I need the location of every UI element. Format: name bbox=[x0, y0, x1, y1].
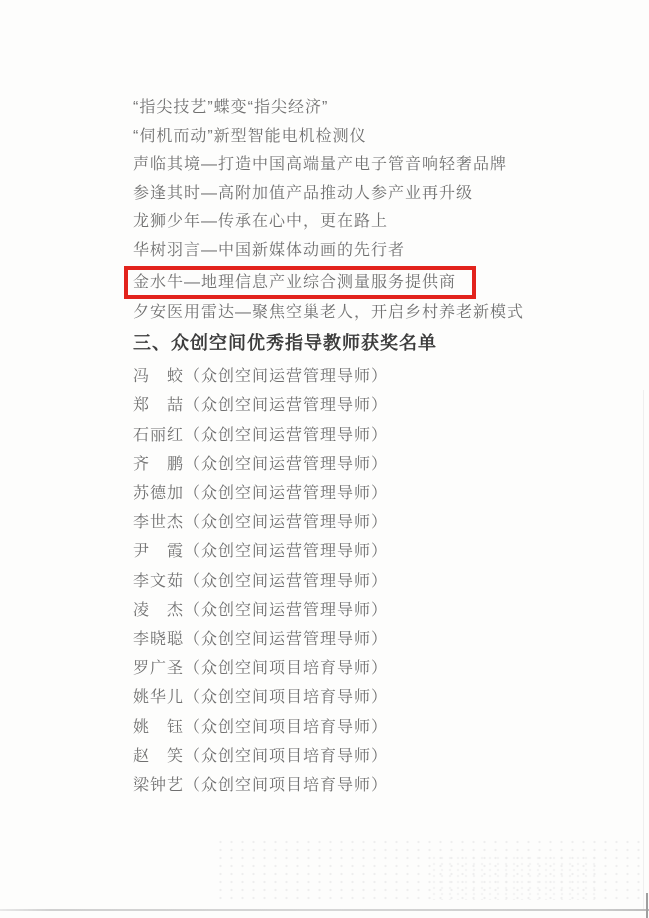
teacher-list-item: 石丽红（众创空间运营管理导师） bbox=[133, 426, 389, 444]
project-text: 声临其境—打造中国高端量产电子管音响轻奢品牌 bbox=[133, 156, 508, 174]
project-list-item bbox=[133, 299, 613, 328]
highlighted-project-text: 金水牛—地理信息产业综合测量服务提供商 bbox=[133, 273, 457, 291]
section-heading: 三、众创空间优秀指导教师获奖名单 bbox=[133, 333, 437, 354]
project-text: “指尖技艺”蝶变“指尖经济” bbox=[133, 99, 329, 116]
teacher-list-item: 姚华儿（众创空间项目培育导师） bbox=[133, 689, 389, 707]
project-list-item bbox=[133, 237, 613, 266]
teacher-list-item: 姚 钰（众创空间项目培育导师） bbox=[133, 718, 389, 736]
project-list-item bbox=[133, 123, 613, 152]
document-content bbox=[133, 94, 613, 800]
teacher-list-item: 凌 杰（众创空间运营管理导师） bbox=[133, 601, 389, 619]
teacher-list-item: 李文茹（众创空间运营管理导师） bbox=[133, 572, 389, 590]
project-list-item bbox=[133, 151, 613, 180]
page-right-edge-faint-line bbox=[643, 390, 644, 910]
project-text: 参逢其时—高附加值产品推动人参产业再升级 bbox=[133, 184, 474, 202]
teacher-list-item: 冯 蛟（众创空间运营管理导师） bbox=[133, 368, 389, 386]
page-bottom-edge-line bbox=[0, 909, 649, 911]
scan-noise-artifact bbox=[430, 855, 600, 900]
project-text: 夕安医用雷达—聚焦空巢老人，开启乡村养老新模式 bbox=[133, 303, 525, 321]
project-list-item-highlighted bbox=[133, 266, 613, 299]
teacher-list-item: 齐 鹏（众创空间运营管理导师） bbox=[133, 455, 389, 473]
project-text: 华树羽言—中国新媒体动画的先行者 bbox=[133, 241, 406, 259]
teacher-list-item: 赵 笑（众创空间项目培育导师） bbox=[133, 747, 389, 765]
highlight-annotation-box bbox=[124, 266, 476, 299]
teacher-list-item: 尹 霞（众创空间运营管理导师） bbox=[133, 543, 389, 561]
project-list-item bbox=[133, 208, 613, 237]
teacher-list-item: 苏德加（众创空间运营管理导师） bbox=[133, 484, 389, 502]
teacher-list-item: 李世杰（众创空间运营管理导师） bbox=[133, 514, 389, 532]
page-right-edge-dark-segment bbox=[646, 893, 648, 918]
project-list-item bbox=[133, 94, 613, 123]
project-list-item bbox=[133, 180, 613, 209]
teacher-list-item: 郑 喆（众创空间运营管理导师） bbox=[133, 397, 389, 415]
teacher-list-item: 梁钟艺（众创空间项目培育导师） bbox=[133, 777, 389, 794]
teacher-list-item: 罗广圣（众创空间项目培育导师） bbox=[133, 660, 389, 678]
teacher-list-item: 李晓聪（众创空间运营管理导师） bbox=[133, 630, 389, 648]
project-text: “伺机而动”新型智能电机检测仪 bbox=[133, 127, 367, 145]
project-text: 龙狮少年—传承在心中，更在路上 bbox=[133, 213, 389, 231]
